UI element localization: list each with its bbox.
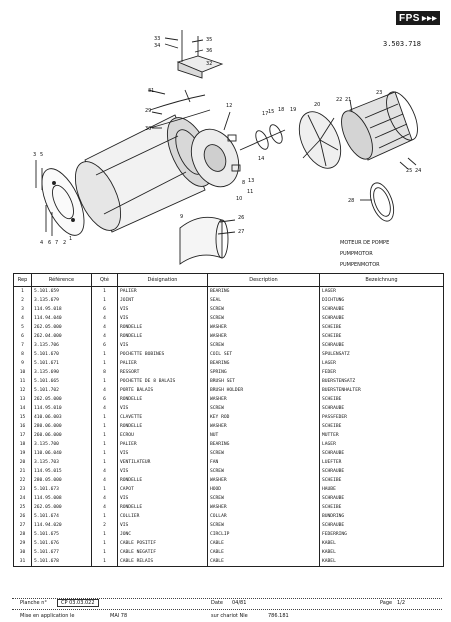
date-label: Date	[211, 600, 223, 606]
planche-number: CP 03.03.022	[57, 599, 99, 607]
table-row	[14, 539, 444, 548]
cell-reference: 114.95.015	[32, 467, 92, 476]
cell-rep: 15	[14, 413, 32, 422]
table-row	[14, 476, 444, 485]
part-callout: 35	[206, 37, 213, 43]
part-callout: 20	[314, 102, 321, 108]
cell-reference: 3.135.706	[32, 341, 92, 350]
cell-quantity: 1	[92, 422, 118, 431]
chariot-label: sur chariot Nle	[211, 613, 248, 619]
cell-bezeichnung: SCHRAUBE	[320, 521, 444, 530]
cell-rep: 4	[14, 314, 32, 323]
cell-rep: 3	[14, 305, 32, 314]
part-callout: 30	[145, 126, 152, 132]
cell-bezeichnung: HAUBE	[320, 485, 444, 494]
cell-rep: 13	[14, 395, 32, 404]
cell-quantity: 6	[92, 395, 118, 404]
cell-reference: 280.06.000	[32, 422, 92, 431]
part-callout: 5	[40, 152, 44, 158]
cell-reference: 262.04.000	[32, 332, 92, 341]
cell-rep: 31	[14, 557, 32, 567]
cell-quantity: 8	[92, 368, 118, 377]
cell-quantity: 1	[92, 458, 118, 467]
cell-designation: ECROU	[118, 431, 208, 440]
cell-quantity: 1	[92, 548, 118, 557]
cell-designation: CAPOT	[118, 485, 208, 494]
part-callout: 6	[48, 240, 52, 246]
part-callout: 24	[415, 168, 422, 174]
cell-bezeichnung: DICHTUNG	[320, 296, 444, 305]
part-callout: 36	[206, 48, 213, 54]
cell-reference: 110.06.040	[32, 449, 92, 458]
table-row	[14, 530, 444, 539]
table-row	[14, 557, 444, 567]
cell-bezeichnung: FEDERRING	[320, 530, 444, 539]
part-callout: 27	[238, 229, 245, 235]
cell-reference: 5.101.675	[32, 530, 92, 539]
cell-bezeichnung: SCHEIBE	[320, 323, 444, 332]
cell-reference: 3.135.700	[32, 440, 92, 449]
table-row	[14, 548, 444, 557]
cell-description: COIL SET	[208, 350, 320, 359]
cell-description: BEARING	[208, 440, 320, 449]
cell-rep: 9	[14, 359, 32, 368]
cell-reference: 5.101.678	[32, 557, 92, 567]
part-callout: 23	[376, 90, 383, 96]
table-row	[14, 458, 444, 467]
cell-bezeichnung: SCHEIBE	[320, 476, 444, 485]
cell-quantity: 4	[92, 323, 118, 332]
cell-description: WASHER	[208, 476, 320, 485]
cell-bezeichnung: KABEL	[320, 539, 444, 548]
chevrons-icon: ▶▶▶	[421, 15, 438, 22]
header-description: Description	[208, 274, 320, 287]
cell-designation: JONC	[118, 530, 208, 539]
table-row	[14, 296, 444, 305]
part-callout: 22	[336, 97, 343, 103]
cell-reference: 5.101.659	[32, 287, 92, 297]
cell-bezeichnung: SCHEIBE	[320, 332, 444, 341]
table-row	[14, 377, 444, 386]
part-callout: 18	[278, 107, 285, 113]
document-number: 3.503.718	[383, 40, 421, 48]
table-row	[14, 503, 444, 512]
cell-designation: PALIER	[118, 440, 208, 449]
cell-designation: POCHETTE BOBINES	[118, 350, 208, 359]
cell-description: WASHER	[208, 323, 320, 332]
cell-rep: 19	[14, 449, 32, 458]
table-row	[14, 494, 444, 503]
cell-description: BEARING	[208, 287, 320, 297]
cell-designation: VIS	[118, 521, 208, 530]
cell-description: FAN	[208, 458, 320, 467]
cell-designation: JOINT	[118, 296, 208, 305]
cell-quantity: 6	[92, 341, 118, 350]
cell-quantity: 4	[92, 332, 118, 341]
part-callout: 25	[406, 168, 413, 174]
chariot-value: 786.181	[268, 613, 289, 619]
cell-bezeichnung: BUERSTENSATZ	[320, 377, 444, 386]
table-header-row	[14, 274, 444, 287]
part-callout: 26	[238, 215, 245, 221]
cell-bezeichnung: KABEL	[320, 557, 444, 567]
cell-description: CIRCLIP	[208, 530, 320, 539]
table-row	[14, 422, 444, 431]
cell-quantity: 1	[92, 530, 118, 539]
cell-designation: POCHETTE DE 8 BALAIS	[118, 377, 208, 386]
cell-reference: 3.135.703	[32, 458, 92, 467]
cell-description: CABLE	[208, 548, 320, 557]
parts-table-body	[14, 287, 444, 567]
cell-bezeichnung: LAGER	[320, 287, 444, 297]
cell-rep: 30	[14, 548, 32, 557]
cell-rep: 18	[14, 440, 32, 449]
cell-reference: 262.05.000	[32, 503, 92, 512]
cell-bezeichnung: MUTTER	[320, 431, 444, 440]
cell-rep: 12	[14, 386, 32, 395]
cell-designation: VIS	[118, 494, 208, 503]
part-callout: 34	[154, 43, 161, 49]
cell-designation: RONDELLE	[118, 395, 208, 404]
table-row	[14, 323, 444, 332]
cell-designation: RONDELLE	[118, 503, 208, 512]
cell-reference: 5.101.665	[32, 377, 92, 386]
cell-quantity: 2	[92, 521, 118, 530]
cell-description: CABLE	[208, 539, 320, 548]
table-row	[14, 350, 444, 359]
assembly-title	[340, 238, 440, 271]
table-row	[14, 368, 444, 377]
cell-bezeichnung: SCHRAUBE	[320, 404, 444, 413]
cell-reference: 5.101.670	[32, 350, 92, 359]
header-reference: Référence	[32, 274, 92, 287]
cell-rep: 23	[14, 485, 32, 494]
cell-designation: VIS	[118, 404, 208, 413]
cell-description: HOOD	[208, 485, 320, 494]
cell-bezeichnung: SCHRAUBE	[320, 467, 444, 476]
cell-description: SCREW	[208, 341, 320, 350]
logo-text: FPS	[399, 12, 420, 24]
part-callout: 1	[69, 236, 73, 242]
table-row	[14, 341, 444, 350]
cell-designation: VIS	[118, 305, 208, 314]
cell-quantity: 1	[92, 287, 118, 297]
cell-reference: 5.101.671	[32, 359, 92, 368]
title-english: PUMPMOTOR	[340, 251, 373, 257]
cell-description: SCREW	[208, 314, 320, 323]
cell-rep: 7	[14, 341, 32, 350]
cell-quantity: 1	[92, 485, 118, 494]
cell-bezeichnung: SPULENSATZ	[320, 350, 444, 359]
cell-rep: 22	[14, 476, 32, 485]
cell-designation: PORTE BALAIS	[118, 386, 208, 395]
table-row	[14, 431, 444, 440]
cell-bezeichnung: SCHEIBE	[320, 503, 444, 512]
part-callout: 32	[206, 61, 213, 67]
table-row	[14, 485, 444, 494]
cell-rep: 6	[14, 332, 32, 341]
cell-designation: RONDELLE	[118, 332, 208, 341]
table-row	[14, 287, 444, 297]
cell-quantity: 1	[92, 431, 118, 440]
cell-rep: 17	[14, 431, 32, 440]
table-row	[14, 305, 444, 314]
cell-description: SCREW	[208, 449, 320, 458]
cell-bezeichnung: SCHRAUBE	[320, 494, 444, 503]
cell-reference: 262.05.000	[32, 395, 92, 404]
cell-bezeichnung: SCHEIBE	[320, 422, 444, 431]
cell-designation: VENTILATEUR	[118, 458, 208, 467]
part-callout: 28	[348, 198, 355, 204]
cell-bezeichnung: LAGER	[320, 359, 444, 368]
cell-description: NUT	[208, 431, 320, 440]
cell-quantity: 1	[92, 557, 118, 567]
cell-quantity: 4	[92, 476, 118, 485]
cell-designation: RONDELLE	[118, 476, 208, 485]
cell-rep: 8	[14, 350, 32, 359]
cell-quantity: 4	[92, 467, 118, 476]
mise-en-application-label: Mise en application le	[20, 613, 75, 619]
cell-bezeichnung: BUERSTENHALTER	[320, 386, 444, 395]
cell-bezeichnung: SCHRAUBE	[320, 341, 444, 350]
cell-quantity: 1	[92, 440, 118, 449]
cell-reference: 260.06.000	[32, 431, 92, 440]
part-callout: 19	[290, 107, 297, 113]
cell-reference: 5.101.674	[32, 512, 92, 521]
header-bezeichnung: Bezeichnung	[320, 274, 444, 287]
cell-quantity: 1	[92, 512, 118, 521]
cell-bezeichnung: LUEFTER	[320, 458, 444, 467]
cell-description: SCREW	[208, 467, 320, 476]
header-quantity: Qté	[92, 274, 118, 287]
part-callout: 7	[55, 240, 59, 246]
cell-bezeichnung: SCHEIBE	[320, 395, 444, 404]
cell-description: SCREW	[208, 521, 320, 530]
part-callout: 8	[242, 180, 246, 186]
cell-reference: 280.05.000	[32, 476, 92, 485]
cell-description: WASHER	[208, 395, 320, 404]
cell-rep: 27	[14, 521, 32, 530]
cell-reference: 114.94.040	[32, 314, 92, 323]
cell-rep: 28	[14, 530, 32, 539]
page-label: Page	[380, 600, 393, 606]
cell-quantity: 1	[92, 350, 118, 359]
cell-reference: 5.101.677	[32, 548, 92, 557]
cell-quantity: 4	[92, 386, 118, 395]
cell-quantity: 1	[92, 296, 118, 305]
header-designation: Désignation	[118, 274, 208, 287]
cell-designation: VIS	[118, 341, 208, 350]
cell-rep: 25	[14, 503, 32, 512]
cell-quantity: 1	[92, 449, 118, 458]
cell-rep: 24	[14, 494, 32, 503]
cell-rep: 10	[14, 368, 32, 377]
part-callout: 21	[345, 97, 352, 103]
cell-rep: 26	[14, 512, 32, 521]
cell-designation: PALIER	[118, 359, 208, 368]
cell-bezeichnung: LAGER	[320, 440, 444, 449]
cell-description: BEARING	[208, 359, 320, 368]
cell-rep: 11	[14, 377, 32, 386]
cell-reference: 5.101.676	[32, 539, 92, 548]
part-callout: 9	[180, 214, 184, 220]
cell-bezeichnung: PASSFEDER	[320, 413, 444, 422]
cell-bezeichnung: FEDER	[320, 368, 444, 377]
cell-quantity: 4	[92, 503, 118, 512]
cell-designation: RONDELLE	[118, 323, 208, 332]
cell-rep: 1	[14, 287, 32, 297]
part-callout: 2	[63, 240, 67, 246]
exploded-view-diagram	[0, 0, 451, 270]
part-callout: 12	[226, 103, 233, 109]
cell-description: SPRING	[208, 368, 320, 377]
mise-en-application-value: MAI 78	[110, 613, 128, 619]
cell-quantity: 4	[92, 494, 118, 503]
table-row	[14, 467, 444, 476]
cell-reference: 114.95.010	[32, 404, 92, 413]
cell-reference: 3.135.679	[32, 296, 92, 305]
planche-label: Planche n°	[20, 600, 47, 606]
cell-designation: VIS	[118, 314, 208, 323]
part-callout: 3	[33, 152, 37, 158]
cell-reference: 5.101.702	[32, 386, 92, 395]
part-callout: 31	[148, 88, 155, 94]
footer-divider-2	[12, 609, 442, 610]
cell-bezeichnung: SCHRAUBE	[320, 305, 444, 314]
part-callout: 11	[247, 189, 254, 195]
cell-designation: CLAVETTE	[118, 413, 208, 422]
cell-bezeichnung: SCHRAUBE	[320, 314, 444, 323]
table-row	[14, 314, 444, 323]
header-rep: Rep	[14, 274, 32, 287]
cell-description: WASHER	[208, 332, 320, 341]
cell-rep: 2	[14, 296, 32, 305]
cell-description: CABLE	[208, 557, 320, 567]
cell-description: SEAL	[208, 296, 320, 305]
cell-bezeichnung: KABEL	[320, 548, 444, 557]
table-row	[14, 332, 444, 341]
cell-designation: VIS	[118, 467, 208, 476]
cell-description: WASHER	[208, 503, 320, 512]
page-value: 1/2	[397, 600, 406, 606]
cell-quantity: 1	[92, 413, 118, 422]
cell-designation: PALIER	[118, 287, 208, 297]
cell-quantity: 1	[92, 359, 118, 368]
table-row	[14, 386, 444, 395]
table-row	[14, 449, 444, 458]
cell-bezeichnung: BUNDRING	[320, 512, 444, 521]
cell-quantity: 4	[92, 404, 118, 413]
table-row	[14, 395, 444, 404]
cell-description: BRUSH SET	[208, 377, 320, 386]
part-callout: 13	[248, 178, 255, 184]
cell-rep: 14	[14, 404, 32, 413]
cell-reference: 410.06.003	[32, 413, 92, 422]
table-row	[14, 413, 444, 422]
part-callout: 17	[262, 111, 269, 117]
cell-reference: 114.95.008	[32, 494, 92, 503]
part-callout: 29	[145, 108, 152, 114]
cell-designation: CABLE POSITIF	[118, 539, 208, 548]
table-row	[14, 521, 444, 530]
cell-designation: CABLE NEGATIF	[118, 548, 208, 557]
cell-bezeichnung: SCHRAUBE	[320, 449, 444, 458]
cell-description: SCREW	[208, 494, 320, 503]
part-callout: 4	[40, 240, 44, 246]
cell-reference: 114.95.018	[32, 305, 92, 314]
parts-table	[13, 273, 444, 567]
table-row	[14, 440, 444, 449]
date-value: 04/81	[232, 600, 247, 606]
table-row	[14, 404, 444, 413]
cell-rep: 5	[14, 323, 32, 332]
cell-designation: CABLE RELAIS	[118, 557, 208, 567]
cell-rep: 16	[14, 422, 32, 431]
title-french: MOTEUR DE POMPE	[340, 240, 390, 246]
cell-description: KEY ROD	[208, 413, 320, 422]
cell-designation: COLLIER	[118, 512, 208, 521]
part-callout: 14	[258, 156, 265, 162]
cell-rep: 21	[14, 467, 32, 476]
cell-quantity: 1	[92, 539, 118, 548]
part-callout: 33	[154, 36, 161, 42]
cell-description: WASHER	[208, 422, 320, 431]
table-row	[14, 512, 444, 521]
cell-rep: 20	[14, 458, 32, 467]
cell-designation: VIS	[118, 449, 208, 458]
cell-designation: RONDELLE	[118, 422, 208, 431]
cell-designation: RESSORT	[118, 368, 208, 377]
cell-description: BRUSH HOLDER	[208, 386, 320, 395]
cell-quantity: 6	[92, 305, 118, 314]
cell-reference: 262.05.000	[32, 323, 92, 332]
cell-description: SCREW	[208, 305, 320, 314]
part-callout: 15	[268, 109, 275, 115]
title-german: PUMPENMOTOR	[340, 262, 380, 268]
table-row	[14, 359, 444, 368]
cell-reference: 114.94.020	[32, 521, 92, 530]
cell-quantity: 4	[92, 314, 118, 323]
cell-reference: 3.135.690	[32, 368, 92, 377]
cell-reference: 5.101.673	[32, 485, 92, 494]
cell-quantity: 1	[92, 377, 118, 386]
cell-description: COLLAR	[208, 512, 320, 521]
cell-rep: 29	[14, 539, 32, 548]
part-callout: 10	[236, 196, 243, 202]
cell-description: SCREW	[208, 404, 320, 413]
